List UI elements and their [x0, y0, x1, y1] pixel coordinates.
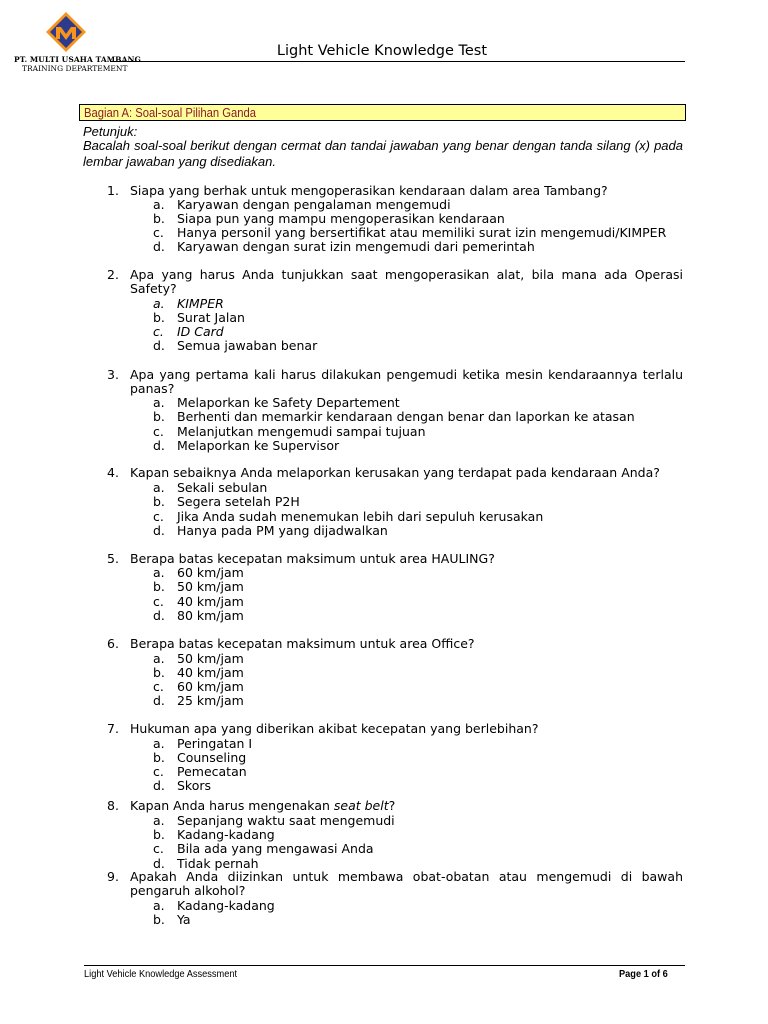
question-text: Kapan sebaiknya Anda melaporkan kerusakan yang terdapat pada kendaraan Anda?	[130, 465, 660, 480]
answer-option	[0, 913, 768, 927]
footer-page-number: Page 1 of 6	[619, 968, 668, 980]
option-letter: c.	[153, 225, 164, 240]
question-text-emphasis: seat belt	[333, 798, 389, 813]
answer-option	[0, 694, 768, 708]
option-letter: b.	[153, 912, 165, 927]
option-text: Melanjutkan mengemudi sampai tujuan	[177, 424, 426, 439]
option-text: Tidak pernah	[177, 856, 259, 871]
option-letter: b.	[153, 494, 165, 509]
option-text: Surat Jalan	[177, 310, 245, 325]
option-letter: a.	[153, 197, 165, 212]
option-text: Semua jawaban benar	[177, 338, 318, 353]
option-text: Karyawan dengan surat izin mengemudi dari pemerintah	[177, 239, 535, 254]
option-letter: c.	[153, 679, 164, 694]
option-letter: c.	[153, 424, 164, 439]
option-text: Kadang-kadang	[177, 898, 275, 913]
option-letter: a.	[153, 565, 165, 580]
answer-option	[0, 814, 768, 828]
answer-option	[0, 410, 768, 424]
option-letter: d.	[153, 523, 165, 538]
question-number: 4.	[107, 465, 119, 480]
option-text: Sepanjang waktu saat mengemudi	[177, 813, 395, 828]
option-text: 60 km/jam	[177, 679, 244, 694]
option-letter: d.	[153, 856, 165, 871]
question-text: Hukuman apa yang diberikan akibat kecepatan yang berlebihan?	[130, 721, 539, 736]
option-letter: a.	[153, 813, 165, 828]
answer-option	[0, 481, 768, 495]
question-text: Siapa yang berhak untuk mengoperasikan kendaraan dalam area Tambang?	[130, 183, 608, 198]
question-number: 1.	[107, 183, 119, 198]
answer-option	[0, 297, 768, 311]
option-letter: a.	[153, 651, 165, 666]
option-letter: c.	[153, 509, 164, 524]
option-letter: d.	[153, 778, 165, 793]
question-text: Apakah Anda diizinkan untuk membawa obat-obatan atau mengemudi di bawah pengaruh alkohol?	[130, 869, 683, 899]
question-number: 9.	[107, 869, 119, 884]
section-title: Bagian A: Soal-soal Pilihan Ganda	[84, 106, 256, 120]
answer-option	[0, 580, 768, 594]
answer-option	[0, 325, 768, 339]
answer-option	[0, 828, 768, 842]
instruction-label: Petunjuk:	[83, 124, 138, 139]
question-number: 5.	[107, 551, 119, 566]
company-name: PT. MULTI USAHA TAMBANG	[14, 55, 141, 64]
option-letter: a.	[153, 736, 165, 751]
option-text: ID Card	[177, 324, 224, 339]
option-text: Karyawan dengan pengalaman mengemudi	[177, 197, 451, 212]
option-letter: b.	[153, 665, 165, 680]
option-text: 80 km/jam	[177, 608, 244, 623]
question-text: Berapa batas kecepatan maksimum untuk area Office?	[130, 636, 475, 651]
option-text: Sekali sebulan	[177, 480, 268, 495]
option-letter: d.	[153, 338, 165, 353]
answer-option	[0, 751, 768, 765]
option-text: Siapa pun yang mampu mengoperasikan kendaraan	[177, 211, 505, 226]
option-letter: b.	[153, 750, 165, 765]
option-text: 50 km/jam	[177, 579, 244, 594]
question-number: 8.	[107, 798, 119, 813]
option-text: Counseling	[177, 750, 247, 765]
question-text: Apa yang harus Anda tunjukkan saat mengoperasikan alat, bila mana ada Operasi Safety?	[130, 267, 683, 297]
answer-option	[0, 779, 768, 793]
option-text: Ya	[177, 912, 191, 927]
option-letter: d.	[153, 608, 165, 623]
instruction-text: Bacalah soal-soal berikut dengan cermat dan tandai jawaban yang benar dengan tanda silang (x) pada lembar jawaban yang disediakan.	[83, 138, 683, 169]
footer-document-name: Light Vehicle Knowledge Assessment	[84, 968, 238, 980]
option-letter: d.	[153, 438, 165, 453]
option-letter: b.	[153, 211, 165, 226]
answer-option	[0, 566, 768, 580]
answer-option	[0, 524, 768, 538]
option-text: Pemecatan	[177, 764, 247, 779]
answer-option	[0, 765, 768, 779]
option-letter: c.	[153, 324, 164, 339]
option-text: 25 km/jam	[177, 693, 244, 708]
answer-option	[0, 439, 768, 453]
company-logo-icon	[42, 12, 90, 52]
answer-option	[0, 899, 768, 913]
answer-option	[0, 339, 768, 353]
option-letter: a.	[153, 480, 165, 495]
footer-divider	[84, 965, 685, 966]
option-text: 60 km/jam	[177, 565, 244, 580]
header-divider	[110, 61, 685, 62]
option-text: 50 km/jam	[177, 651, 244, 666]
option-text: Jika Anda sudah menemukan lebih dari sepuluh kerusakan	[177, 509, 544, 524]
option-text: Kadang-kadang	[177, 827, 275, 842]
answer-option	[0, 495, 768, 509]
answer-option	[0, 311, 768, 325]
option-letter: b.	[153, 409, 165, 424]
option-letter: c.	[153, 764, 164, 779]
option-text: Hanya pada PM yang dijadwalkan	[177, 523, 388, 538]
option-letter: d.	[153, 239, 165, 254]
department-name: TRAINING DEPARTEMENT	[22, 64, 128, 73]
option-text: Segera setelah P2H	[177, 494, 300, 509]
document-title: Light Vehicle Knowledge Test	[276, 43, 488, 59]
question-text: Berapa batas kecepatan maksimum untuk area HAULING?	[130, 551, 495, 566]
question-number: 3.	[107, 367, 119, 382]
option-letter: c.	[153, 594, 164, 609]
answer-option	[0, 652, 768, 666]
question-text	[130, 799, 683, 813]
option-letter: b.	[153, 310, 165, 325]
option-text: Berhenti dan memarkir kendaraan dengan benar dan laporkan ke atasan	[177, 409, 635, 424]
question-number: 2.	[107, 267, 119, 282]
option-text: Peringatan I	[177, 736, 253, 751]
option-text: 40 km/jam	[177, 665, 244, 680]
question-text: Apa yang pertama kali harus dilakukan pengemudi ketika mesin kendaraannya terlalu panas?	[130, 367, 683, 397]
question-text-part: ?	[388, 798, 396, 813]
answer-option	[0, 240, 768, 254]
option-text: Bila ada yang mengawasi Anda	[177, 841, 374, 856]
question-number: 6.	[107, 636, 119, 651]
option-text: Melaporkan ke Safety Departement	[177, 395, 400, 410]
answer-option	[0, 666, 768, 680]
option-text: KIMPER	[177, 296, 224, 311]
answer-option	[0, 680, 768, 694]
option-text: Melaporkan ke Supervisor	[177, 438, 340, 453]
answer-option	[0, 737, 768, 751]
option-text: 40 km/jam	[177, 594, 244, 609]
answer-option	[0, 842, 768, 856]
answer-option	[0, 595, 768, 609]
option-text: Hanya personil yang bersertifikat atau memiliki surat izin mengemudi/KIMPER	[177, 225, 667, 240]
option-letter: a.	[153, 898, 165, 913]
section-header-box	[79, 104, 686, 121]
question-text-part: Kapan Anda harus mengenakan	[130, 798, 334, 813]
option-letter: d.	[153, 693, 165, 708]
option-letter: b.	[153, 827, 165, 842]
option-letter: c.	[153, 841, 164, 856]
answer-option	[0, 609, 768, 623]
option-letter: b.	[153, 579, 165, 594]
option-letter: a.	[153, 395, 165, 410]
option-text: Skors	[177, 778, 212, 793]
question-number: 7.	[107, 721, 119, 736]
answer-option	[0, 425, 768, 439]
option-letter: a.	[153, 296, 165, 311]
